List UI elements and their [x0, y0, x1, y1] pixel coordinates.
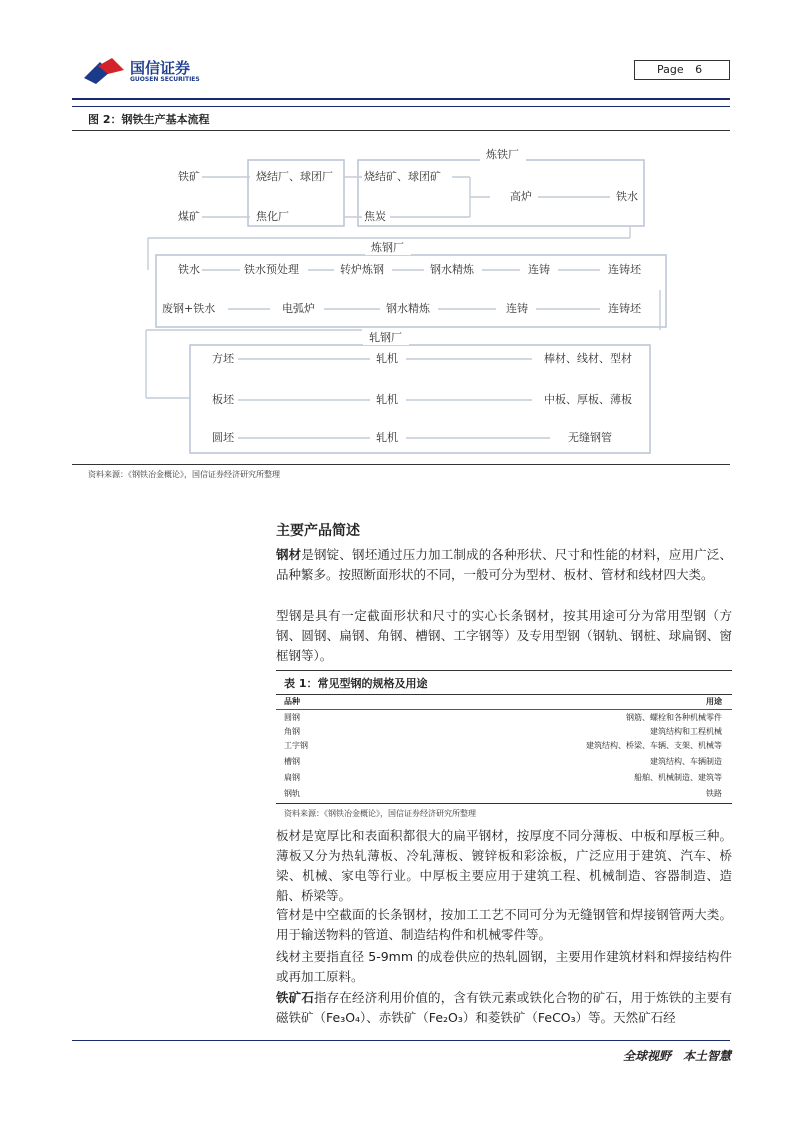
footer-rule: [72, 1040, 730, 1041]
node-square-billet: 方坯: [212, 352, 234, 365]
figure-title: 图 2：钢铁生产基本流程: [88, 113, 210, 126]
paragraph-wire: 线材主要指直径 5-9mm 的成卷供应的热轧圆钢，主要用作建筑材料和焊接结构件或再加工原料。: [276, 949, 732, 984]
node-plate: 中板、厚板、薄板: [544, 393, 632, 406]
node-slab: 板坯: [212, 393, 234, 406]
figure-bottom-rule: [72, 464, 730, 465]
node-mill-3: 轧机: [376, 431, 398, 444]
ironmaking-label: 炼铁厂: [486, 148, 519, 161]
rolling-label: 轧钢厂: [369, 331, 402, 344]
paragraph-pipes: 管材是中空截面的长条钢材，按加工工艺不同可分为无缝钢管和焊接钢管两大类。用于输送物料的管道、制造结构件和机械零件等。: [276, 907, 732, 942]
table-row: 圆钢 钢筋、螺栓和各种机械零件: [284, 713, 722, 722]
header-rule: [72, 98, 730, 100]
node-seamless-pipe: 无缝钢管: [568, 431, 612, 444]
node-refining-1: 钢水精炼: [430, 263, 474, 276]
node-casting-1: 连铸: [528, 263, 550, 276]
shapes-table: [276, 696, 732, 806]
node-mill-1: 轧机: [376, 352, 398, 365]
node-sinter-ore: 烧结矿、球团矿: [364, 170, 441, 183]
paragraph-sections: 型钢是具有一定截面形状和尺寸的实心长条钢材，按其用途可分为常用型钢（方钢、圆钢、扁钢、角钢、槽钢、工字钢等）及专用型钢（钢轨、钢桩、球扁钢、窗框钢等）。: [276, 608, 732, 663]
paragraph-iron-ore: 铁矿石指存在经济利用价值的，含有铁元素或铁化合物的矿石，用于炼铁的主要有磁铁矿（Fe₃O₄）、赤铁矿（Fe₂O₃）和菱铁矿（FeCO₃）等。天然矿石经: [276, 990, 732, 1025]
company-logo: [82, 56, 202, 88]
page-indicator: [634, 60, 730, 80]
node-steel-hot-metal: 铁水: [178, 263, 200, 276]
table-row: 角钢 建筑结构和工程机械: [284, 727, 722, 736]
node-coking-plant: 焦化厂: [256, 210, 289, 223]
table-row: 槽钢 建筑结构、车辆制造: [284, 757, 722, 766]
table-top-rule: [276, 670, 732, 671]
table-title: 表 1：常见型钢的规格及用途: [284, 677, 428, 690]
page-label: Page: [657, 63, 684, 76]
table-row: 扁钢 船舶、机械制造、建筑等: [284, 773, 722, 782]
figure-source: 资料来源：《钢铁冶金概论》，国信证券经济研究所整理: [88, 470, 280, 479]
node-billet-1: 连铸坯: [608, 263, 641, 276]
section-heading: 主要产品简述: [276, 523, 360, 539]
table-title-rule: [276, 694, 732, 695]
table-row: 工字钢 建筑结构、桥梁、车辆、支架、机械等: [284, 741, 722, 750]
logo-english: GUOSEN SECURITIES: [130, 76, 200, 83]
logo-chinese: 国信证券: [130, 59, 191, 77]
table-header-usage: 用途: [706, 697, 722, 706]
node-scrap: 废钢+铁水: [162, 302, 216, 315]
node-billet-2: 连铸坯: [608, 302, 641, 315]
table-bottom-rule: [276, 803, 732, 804]
node-bof: 转炉炼钢: [340, 263, 384, 276]
figure-title-rule: [72, 130, 730, 131]
node-bar-wire-section: 棒材、线材、型材: [544, 352, 632, 365]
node-sinter-plant: 烧结厂、球团厂: [256, 170, 333, 183]
node-refining-2: 钢水精炼: [386, 302, 430, 315]
logo-mark-icon: [82, 56, 126, 86]
node-casting-2: 连铸: [506, 302, 528, 315]
table-header-variety: 品种: [284, 697, 300, 706]
node-pretreatment: 铁水预处理: [244, 263, 299, 276]
paragraph-steel: 钢材是钢锭、钢坯通过压力加工制成的各种形状、尺寸和性能的材料，应用广泛、品种繁多。按照断面形状的不同，一般可分为型材、板材、管材和线材四大类。: [276, 547, 732, 582]
paragraph-plates: 板材是宽厚比和表面积都很大的扁平钢材，按厚度不同分薄板、中板和厚板三种。薄板又分为热轧薄板、冷轧薄板、镀锌板和彩涂板，广泛应用于建筑、汽车、桥梁、机械、家电等行业。中厚板主要应用于建筑工程、机械制造、容器制造、造船、桥梁等。: [276, 828, 732, 903]
node-iron-ore: 铁矿: [178, 170, 200, 183]
steel-process-flowchart: [140, 140, 670, 460]
node-coal: 煤矿: [178, 210, 200, 223]
node-eaf: 电弧炉: [282, 302, 315, 315]
term-iron-ore: 铁矿石: [276, 990, 315, 1005]
steelmaking-label: 炼钢厂: [371, 241, 404, 254]
node-hot-metal: 铁水: [616, 190, 638, 203]
steelmaking-box: [156, 255, 666, 327]
node-round-billet: 圆坯: [212, 431, 234, 444]
table-row: 钢轨 铁路: [284, 789, 722, 798]
node-blast-furnace: 高炉: [510, 190, 532, 203]
figure-top-rule: [72, 106, 730, 107]
node-mill-2: 轧机: [376, 393, 398, 406]
table-header-row: [276, 696, 732, 710]
table-source: 资料来源：《钢铁冶金概论》，国信证券经济研究所整理: [284, 809, 476, 818]
node-coke: 焦炭: [364, 210, 386, 223]
page-number: 6: [695, 63, 703, 76]
term-steel: 钢材: [276, 547, 302, 562]
footer-slogan: 全球视野 本土智慧: [622, 1049, 731, 1063]
